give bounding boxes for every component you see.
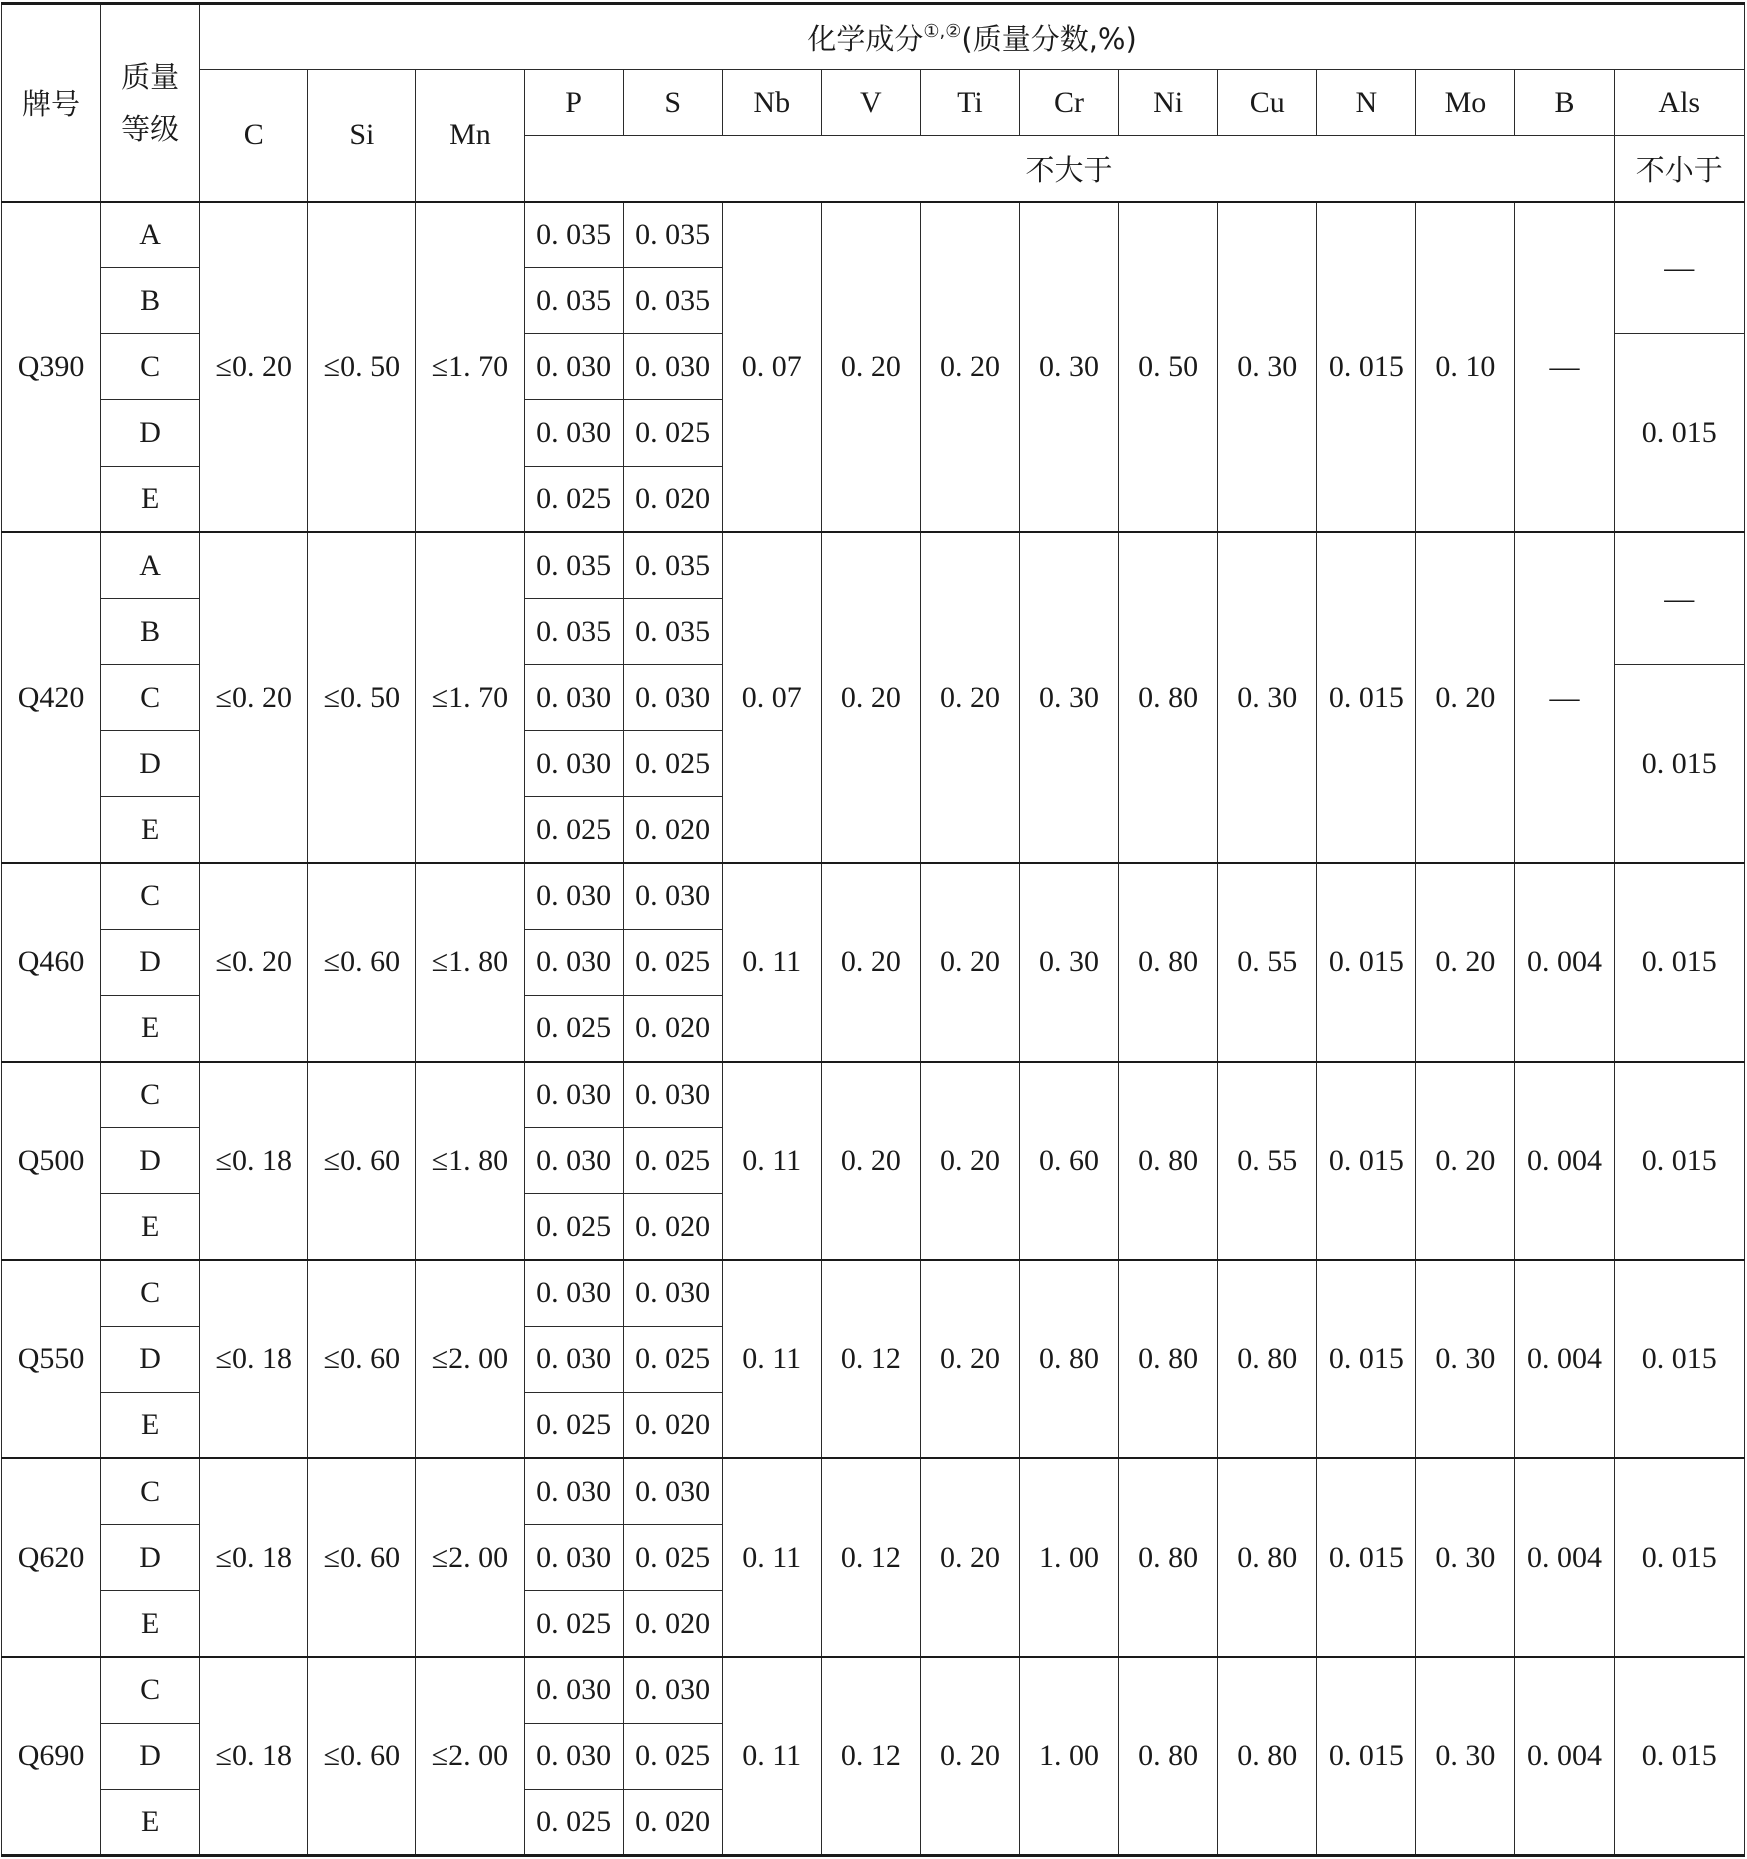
sulfur-cell: 0. 030 (623, 334, 722, 400)
manganese-cell: ≤2. 00 (416, 1657, 524, 1856)
table-row (2, 202, 1745, 268)
quality-level-cell: D (101, 1723, 200, 1789)
element-header-Ti: Ti (920, 70, 1019, 136)
sulfur-cell: 0. 035 (623, 532, 722, 598)
sulfur-cell: 0. 025 (623, 929, 722, 995)
phosphorus-cell: 0. 025 (524, 466, 623, 532)
phosphorus-cell: 0. 025 (524, 1194, 623, 1260)
als-cell: 0. 015 (1614, 1458, 1744, 1656)
element-v-cell: 0. 20 (821, 863, 920, 1061)
chemical-composition-table (1, 2, 1745, 1857)
phosphorus-cell: 0. 030 (524, 400, 623, 466)
quality-level-cell: D (101, 731, 200, 797)
grade-cell: Q690 (2, 1657, 101, 1856)
sulfur-cell: 0. 025 (623, 1326, 722, 1392)
quality-level-cell: B (101, 268, 200, 334)
als-cell-upper: — (1614, 202, 1744, 334)
carbon-cell: ≤0. 20 (200, 863, 308, 1061)
manganese-cell: ≤2. 00 (416, 1458, 524, 1656)
phosphorus-cell: 0. 035 (524, 532, 623, 598)
sulfur-cell: 0. 030 (623, 863, 722, 929)
element-header-N: N (1317, 70, 1416, 136)
sulfur-cell: 0. 020 (623, 1392, 722, 1458)
element-ti-cell: 0. 20 (920, 1260, 1019, 1458)
element-header-C: C (200, 70, 308, 202)
element-cr-cell: 0. 30 (1019, 202, 1118, 533)
phosphorus-cell: 0. 030 (524, 1525, 623, 1591)
silicon-cell: ≤0. 60 (308, 1458, 416, 1656)
element-nb-cell: 0. 11 (722, 863, 821, 1061)
grade-cell: Q390 (2, 202, 101, 533)
element-cu-cell: 0. 55 (1218, 863, 1317, 1061)
element-ni-cell: 0. 80 (1119, 1458, 1218, 1656)
element-header-B: B (1515, 70, 1614, 136)
phosphorus-cell: 0. 025 (524, 797, 623, 863)
element-mo-cell: 0. 20 (1416, 863, 1515, 1061)
phosphorus-cell: 0. 030 (524, 1062, 623, 1128)
element-mo-cell: 0. 10 (1416, 202, 1515, 533)
quality-level-header (101, 4, 200, 202)
element-ni-cell: 0. 80 (1119, 532, 1218, 863)
not-less-than-label: 不小于 (1614, 136, 1744, 202)
element-header-Als: Als (1614, 70, 1744, 136)
sulfur-cell: 0. 020 (623, 1591, 722, 1657)
silicon-cell: ≤0. 60 (308, 1062, 416, 1260)
sulfur-cell: 0. 025 (623, 1525, 722, 1591)
quality-level-cell: D (101, 1128, 200, 1194)
quality-level-cell: C (101, 1657, 200, 1723)
carbon-cell: ≤0. 18 (200, 1657, 308, 1856)
composition-header (200, 4, 1745, 70)
silicon-cell: ≤0. 50 (308, 202, 416, 533)
element-ni-cell: 0. 80 (1119, 1657, 1218, 1856)
element-n-cell: 0. 015 (1317, 1062, 1416, 1260)
element-b-cell: 0. 004 (1515, 863, 1614, 1061)
phosphorus-cell: 0. 035 (524, 268, 623, 334)
phosphorus-cell: 0. 035 (524, 202, 623, 268)
carbon-cell: ≤0. 20 (200, 532, 308, 863)
sulfur-cell: 0. 025 (623, 1723, 722, 1789)
manganese-cell: ≤1. 80 (416, 863, 524, 1061)
quality-level-cell: C (101, 334, 200, 400)
element-ti-cell: 0. 20 (920, 1657, 1019, 1856)
phosphorus-cell: 0. 025 (524, 1392, 623, 1458)
element-mo-cell: 0. 30 (1416, 1657, 1515, 1856)
element-ni-cell: 0. 80 (1119, 1062, 1218, 1260)
grade-cell: Q420 (2, 532, 101, 863)
quality-header-line1: 质量 (121, 59, 180, 94)
sulfur-cell: 0. 020 (623, 466, 722, 532)
element-mo-cell: 0. 30 (1416, 1458, 1515, 1656)
sulfur-cell: 0. 030 (623, 1062, 722, 1128)
element-n-cell: 0. 015 (1317, 532, 1416, 863)
quality-level-cell: E (101, 995, 200, 1061)
composition-unit: (质量分数,%) (961, 21, 1137, 56)
element-v-cell: 0. 20 (821, 1062, 920, 1260)
grade-header: 牌号 (2, 4, 101, 202)
silicon-cell: ≤0. 60 (308, 863, 416, 1061)
table-row (2, 1260, 1745, 1326)
element-mo-cell: 0. 30 (1416, 1260, 1515, 1458)
sulfur-cell: 0. 020 (623, 1789, 722, 1855)
sulfur-cell: 0. 020 (623, 797, 722, 863)
sulfur-cell: 0. 035 (623, 202, 722, 268)
element-n-cell: 0. 015 (1317, 1260, 1416, 1458)
element-ni-cell: 0. 50 (1119, 202, 1218, 533)
table-row (2, 1657, 1745, 1723)
quality-level-cell: C (101, 665, 200, 731)
phosphorus-cell: 0. 030 (524, 1657, 623, 1723)
phosphorus-cell: 0. 035 (524, 598, 623, 664)
quality-level-cell: C (101, 863, 200, 929)
carbon-cell: ≤0. 18 (200, 1260, 308, 1458)
sulfur-cell: 0. 025 (623, 1128, 722, 1194)
element-n-cell: 0. 015 (1317, 1458, 1416, 1656)
element-ti-cell: 0. 20 (920, 1458, 1019, 1656)
element-cr-cell: 0. 30 (1019, 532, 1118, 863)
element-ni-cell: 0. 80 (1119, 863, 1218, 1061)
carbon-cell: ≤0. 18 (200, 1458, 308, 1656)
element-header-Mo: Mo (1416, 70, 1515, 136)
quality-level-cell: E (101, 1392, 200, 1458)
quality-header-line2: 等级 (121, 111, 180, 146)
quality-level-cell: C (101, 1260, 200, 1326)
table-row (2, 1062, 1745, 1128)
header-row-title (2, 4, 1745, 70)
element-cu-cell: 0. 55 (1218, 1062, 1317, 1260)
als-cell: 0. 015 (1614, 1260, 1744, 1458)
quality-level-cell: E (101, 1194, 200, 1260)
element-cr-cell: 0. 30 (1019, 863, 1118, 1061)
sulfur-cell: 0. 030 (623, 1458, 722, 1524)
silicon-cell: ≤0. 50 (308, 532, 416, 863)
element-n-cell: 0. 015 (1317, 863, 1416, 1061)
footnote-marks: ①,② (923, 20, 962, 42)
element-mo-cell: 0. 20 (1416, 1062, 1515, 1260)
quality-level-cell: A (101, 532, 200, 598)
phosphorus-cell: 0. 025 (524, 1591, 623, 1657)
sulfur-cell: 0. 030 (623, 1657, 722, 1723)
element-cu-cell: 0. 80 (1218, 1657, 1317, 1856)
sulfur-cell: 0. 020 (623, 995, 722, 1061)
element-cr-cell: 1. 00 (1019, 1657, 1118, 1856)
table-row (2, 863, 1745, 929)
element-cu-cell: 0. 30 (1218, 202, 1317, 533)
grade-cell: Q620 (2, 1458, 101, 1656)
manganese-cell: ≤2. 00 (416, 1260, 524, 1458)
quality-level-cell: A (101, 202, 200, 268)
quality-level-cell: C (101, 1062, 200, 1128)
manganese-cell: ≤1. 80 (416, 1062, 524, 1260)
sulfur-cell: 0. 035 (623, 598, 722, 664)
phosphorus-cell: 0. 025 (524, 995, 623, 1061)
element-b-cell: 0. 004 (1515, 1260, 1614, 1458)
sulfur-cell: 0. 030 (623, 665, 722, 731)
quality-level-cell: E (101, 466, 200, 532)
element-nb-cell: 0. 07 (722, 202, 821, 533)
sulfur-cell: 0. 020 (623, 1194, 722, 1260)
element-nb-cell: 0. 11 (722, 1458, 821, 1656)
element-nb-cell: 0. 11 (722, 1062, 821, 1260)
element-v-cell: 0. 20 (821, 532, 920, 863)
phosphorus-cell: 0. 030 (524, 731, 623, 797)
phosphorus-cell: 0. 030 (524, 1326, 623, 1392)
phosphorus-cell: 0. 025 (524, 1789, 623, 1855)
element-cr-cell: 0. 60 (1019, 1062, 1118, 1260)
element-nb-cell: 0. 11 (722, 1260, 821, 1458)
manganese-cell: ≤1. 70 (416, 202, 524, 533)
element-b-cell: 0. 004 (1515, 1062, 1614, 1260)
phosphorus-cell: 0. 030 (524, 665, 623, 731)
element-b-cell: 0. 004 (1515, 1657, 1614, 1856)
grade-cell: Q460 (2, 863, 101, 1061)
quality-level-cell: D (101, 400, 200, 466)
sulfur-cell: 0. 025 (623, 400, 722, 466)
element-v-cell: 0. 12 (821, 1657, 920, 1856)
element-header-P: P (524, 70, 623, 136)
phosphorus-cell: 0. 030 (524, 863, 623, 929)
element-nb-cell: 0. 07 (722, 532, 821, 863)
grade-cell: Q550 (2, 1260, 101, 1458)
element-header-Ni: Ni (1119, 70, 1218, 136)
element-ti-cell: 0. 20 (920, 202, 1019, 533)
element-header-V: V (821, 70, 920, 136)
als-cell-lower: 0. 015 (1614, 334, 1744, 532)
phosphorus-cell: 0. 030 (524, 1458, 623, 1524)
quality-level-cell: D (101, 929, 200, 995)
quality-level-cell: E (101, 1789, 200, 1855)
not-greater-than-label: 不大于 (524, 136, 1614, 202)
element-header-Si: Si (308, 70, 416, 202)
als-cell-upper: — (1614, 532, 1744, 664)
phosphorus-cell: 0. 030 (524, 1128, 623, 1194)
quality-level-cell: D (101, 1525, 200, 1591)
element-ti-cell: 0. 20 (920, 532, 1019, 863)
grade-cell: Q500 (2, 1062, 101, 1260)
element-header-Nb: Nb (722, 70, 821, 136)
element-v-cell: 0. 20 (821, 202, 920, 533)
element-b-cell: 0. 004 (1515, 1458, 1614, 1656)
header-row-elements (2, 70, 1745, 136)
carbon-cell: ≤0. 18 (200, 1062, 308, 1260)
element-cr-cell: 0. 80 (1019, 1260, 1118, 1458)
sulfur-cell: 0. 030 (623, 1260, 722, 1326)
element-n-cell: 0. 015 (1317, 202, 1416, 533)
als-cell: 0. 015 (1614, 1657, 1744, 1856)
element-cu-cell: 0. 30 (1218, 532, 1317, 863)
element-nb-cell: 0. 11 (722, 1657, 821, 1856)
quality-level-cell: D (101, 1326, 200, 1392)
phosphorus-cell: 0. 030 (524, 1723, 623, 1789)
element-header-Cr: Cr (1019, 70, 1118, 136)
als-cell: 0. 015 (1614, 863, 1744, 1061)
sulfur-cell: 0. 035 (623, 268, 722, 334)
element-ti-cell: 0. 20 (920, 1062, 1019, 1260)
silicon-cell: ≤0. 60 (308, 1260, 416, 1458)
element-b-cell: — (1515, 532, 1614, 863)
element-ni-cell: 0. 80 (1119, 1260, 1218, 1458)
composition-title: 化学成分 (807, 21, 924, 56)
quality-level-cell: E (101, 797, 200, 863)
element-cu-cell: 0. 80 (1218, 1458, 1317, 1656)
composition-table-body (2, 202, 1745, 1856)
sulfur-cell: 0. 025 (623, 731, 722, 797)
manganese-cell: ≤1. 70 (416, 532, 524, 863)
table-row (2, 532, 1745, 598)
element-header-S: S (623, 70, 722, 136)
element-mo-cell: 0. 20 (1416, 532, 1515, 863)
element-v-cell: 0. 12 (821, 1260, 920, 1458)
element-v-cell: 0. 12 (821, 1458, 920, 1656)
element-b-cell: — (1515, 202, 1614, 533)
quality-level-cell: C (101, 1458, 200, 1524)
element-header-Mn: Mn (416, 70, 524, 202)
element-n-cell: 0. 015 (1317, 1657, 1416, 1856)
phosphorus-cell: 0. 030 (524, 1260, 623, 1326)
element-cu-cell: 0. 80 (1218, 1260, 1317, 1458)
quality-level-cell: B (101, 598, 200, 664)
als-cell: 0. 015 (1614, 1062, 1744, 1260)
table-row (2, 1458, 1745, 1524)
phosphorus-cell: 0. 030 (524, 929, 623, 995)
als-cell-lower: 0. 015 (1614, 665, 1744, 863)
element-cr-cell: 1. 00 (1019, 1458, 1118, 1656)
silicon-cell: ≤0. 60 (308, 1657, 416, 1856)
phosphorus-cell: 0. 030 (524, 334, 623, 400)
element-ti-cell: 0. 20 (920, 863, 1019, 1061)
carbon-cell: ≤0. 20 (200, 202, 308, 533)
element-header-Cu: Cu (1218, 70, 1317, 136)
quality-level-cell: E (101, 1591, 200, 1657)
